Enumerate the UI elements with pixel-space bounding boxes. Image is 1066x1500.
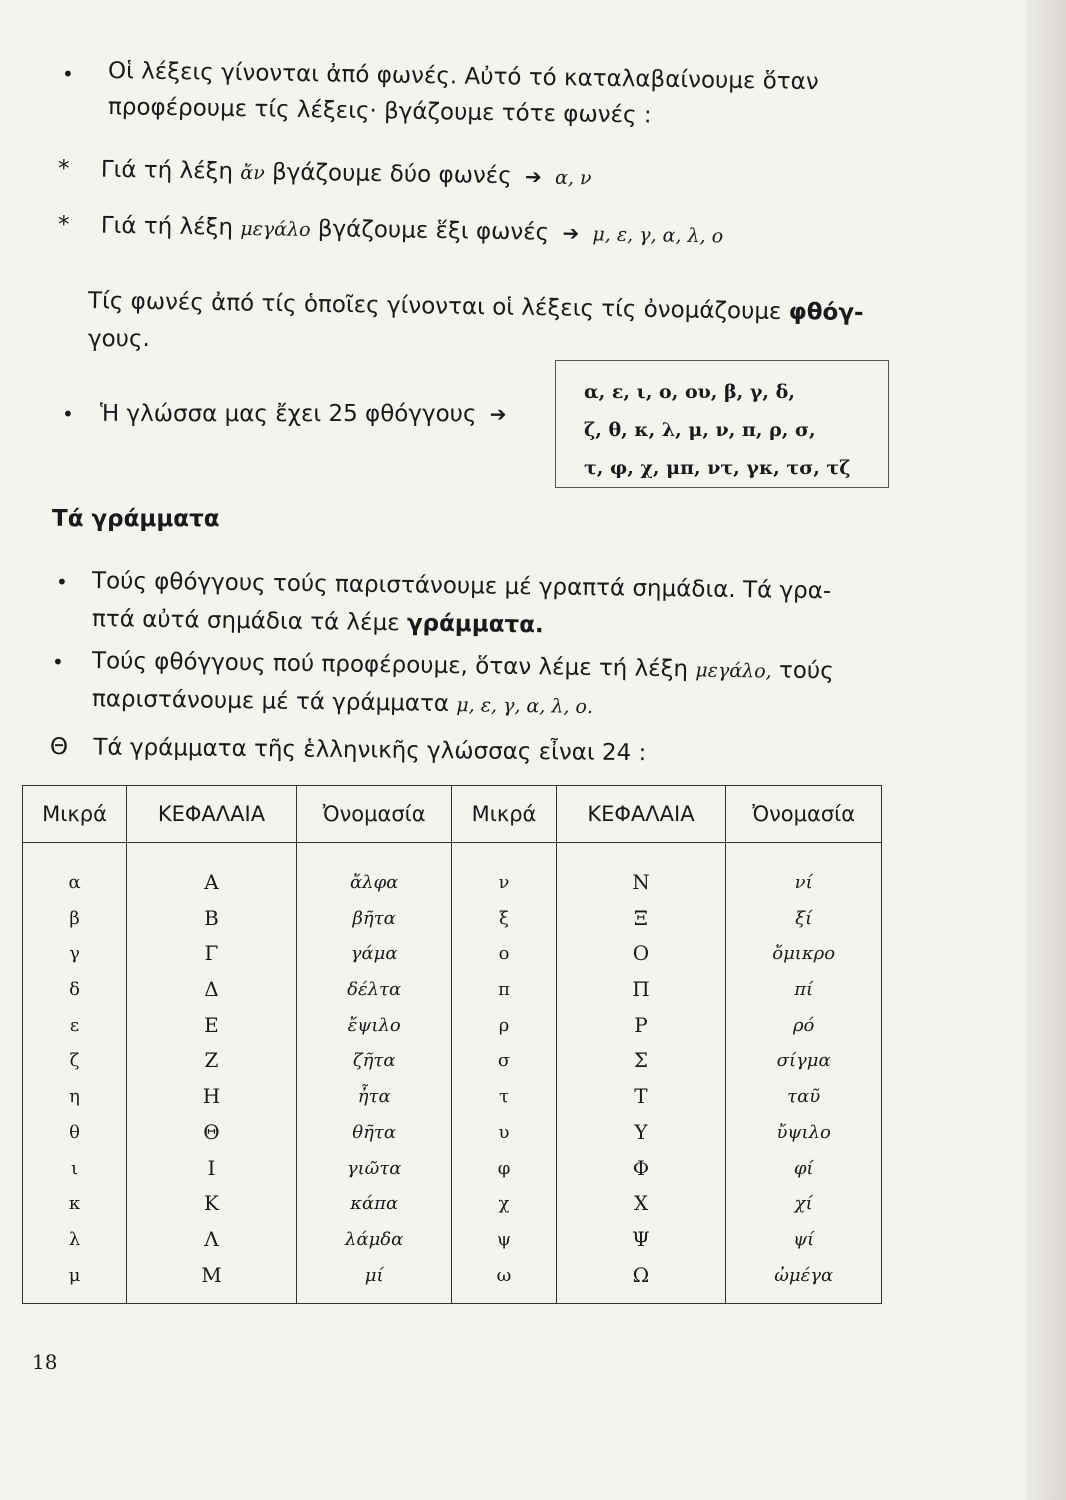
phonemes-box-line: ζ, θ, κ, λ, μ, ν, π, ρ, σ, xyxy=(584,419,816,441)
table-cell-letter: Ο xyxy=(632,941,650,966)
table-cell-letter: φ xyxy=(497,1157,511,1179)
column-right-small xyxy=(452,843,556,1304)
table-cell-letter: ζ xyxy=(69,1050,80,1072)
table-cell-letter: ταῦ xyxy=(787,1086,821,1108)
table-cell-letter: θ xyxy=(69,1121,80,1143)
table-cell-letter: Μ xyxy=(201,1262,222,1287)
table-cell-letter: ζῆτα xyxy=(352,1050,396,1072)
example-letters: μ, ε, γ, α, λ, ο. xyxy=(456,694,594,718)
example-text: Γιά τή λέξη xyxy=(100,212,234,241)
table-cell-letter: νί xyxy=(794,872,813,893)
table-cell-letter: Ξ xyxy=(633,905,648,930)
table-cell-letter: Ν xyxy=(632,870,650,894)
bullet: • xyxy=(62,62,74,86)
table-cell-letter: Υ xyxy=(634,1119,648,1144)
table-cell-letter: ρ xyxy=(498,1014,510,1036)
table-cell-letter: δέλτα xyxy=(347,979,402,1001)
table-cell-letter: δ xyxy=(69,979,80,1001)
table-cell-letter: ξί xyxy=(795,907,813,929)
bullet: • xyxy=(62,402,74,426)
table-cell-letter: χ xyxy=(498,1193,510,1215)
table-cell-letter: χί xyxy=(794,1193,813,1215)
arrow-right-icon: ➔ xyxy=(524,164,542,189)
table-cell-letter: ἄλφα xyxy=(350,872,399,893)
table-body-row xyxy=(23,843,882,1304)
table-cell-letter: Φ xyxy=(632,1155,650,1180)
table-cell-letter: Θ xyxy=(203,1119,220,1144)
table-cell-letter: Ζ xyxy=(204,1048,219,1073)
example-line-1 xyxy=(58,150,592,197)
table-cell-letter: Γ xyxy=(204,941,219,966)
table-cell-letter: ω xyxy=(496,1264,512,1286)
example-word: ἄν xyxy=(240,161,265,185)
table-cell-letter: τ xyxy=(499,1086,509,1108)
table-cell-letter: κ xyxy=(68,1193,81,1215)
phonemes-text: Ἡ γλώσσα μας ἔχει 25 φθόγγους xyxy=(100,401,477,427)
table-header-row xyxy=(23,786,882,843)
phonemes-box-line: α, ε, ι, ο, ου, β, γ, δ, xyxy=(584,381,795,403)
example-line-2 xyxy=(58,206,724,255)
table-cell-letter: γάμα xyxy=(350,943,398,965)
table-cell-letter: η xyxy=(69,1086,80,1108)
table-cell-letter: πί xyxy=(794,979,814,1001)
table-cell-letter: λ xyxy=(68,1228,81,1250)
column-left-caps xyxy=(127,843,297,1304)
example-paragraph-line2 xyxy=(92,680,594,726)
table-cell-letter: σ xyxy=(497,1050,511,1072)
definition-term: φθόγ- xyxy=(788,299,864,327)
table-cell-letter: β xyxy=(69,907,80,929)
table-cell-letter: γ xyxy=(69,943,80,965)
alphabet-count-line xyxy=(50,728,647,772)
arrow-right-icon: ➔ xyxy=(562,220,580,246)
column-header: ΚΕΦΑΛΑΙΑ xyxy=(556,786,726,843)
table-cell-letter: Ψ xyxy=(632,1226,650,1251)
letters-term: γράμματα. xyxy=(406,610,544,639)
column-right-names xyxy=(726,843,882,1304)
example-text: παριστάνουμε μέ τά γράμματα xyxy=(91,686,450,717)
table-cell-letter: ὠμέγα xyxy=(774,1264,834,1286)
arrow-right-icon: ➔ xyxy=(489,402,507,426)
paragraph-intro-line1: Οἱ λέξεις γίνονται ἀπό φωνές. Αὐτό τό καταλαβαίνουμε ὅταν xyxy=(107,58,819,96)
example-mid: βγάζουμε δύο φωνές xyxy=(271,159,512,190)
table-cell-letter: Κ xyxy=(204,1191,219,1216)
column-header: ΚΕΦΑΛΑΙΑ xyxy=(127,786,297,843)
star-mark: * xyxy=(57,156,70,183)
table-cell-letter: ρό xyxy=(792,1014,815,1036)
example-mid: βγάζουμε ἕξι φωνές xyxy=(317,216,550,246)
table-cell-letter: ν xyxy=(498,872,510,893)
paragraph-definition-line2: γους. xyxy=(88,326,150,352)
alphabet-count-text: Τά γράμματα τῆς ἑλληνικῆς γλώσσας εἶναι 24 : xyxy=(93,734,647,767)
example-text: τούς xyxy=(778,657,834,685)
example-word: μεγάλο, xyxy=(695,659,772,683)
table-cell-letter: ξ xyxy=(499,907,509,929)
page-number: 18 xyxy=(32,1350,58,1374)
table-cell-letter: ι xyxy=(71,1157,79,1179)
column-left-names xyxy=(296,843,452,1304)
paragraph-phonemes xyxy=(100,395,513,433)
example-word: μεγάλο xyxy=(240,217,311,241)
table-cell-letter: υ xyxy=(498,1121,510,1143)
table-cell-letter: π xyxy=(498,979,510,1001)
example-result: α, ν xyxy=(554,166,592,190)
column-header: Μικρά xyxy=(452,786,556,843)
table-cell-letter: ἦτα xyxy=(357,1086,391,1108)
column-header: Μικρά xyxy=(23,786,127,843)
theta-symbol: Θ xyxy=(49,734,69,761)
table-cell-letter: Δ xyxy=(204,977,219,1002)
table-cell-letter: βῆτα xyxy=(352,907,396,929)
table-cell-letter: Σ xyxy=(633,1048,649,1073)
table-cell-letter: ὄμικρο xyxy=(772,943,836,965)
table-cell-letter: Β xyxy=(204,905,219,930)
example-text: Γιά τή λέξη xyxy=(100,156,234,185)
table-cell-letter: μί xyxy=(364,1264,384,1286)
example-result: μ, ε, γ, α, λ, ο xyxy=(592,223,724,248)
column-header: Ὀνομασία xyxy=(296,786,452,843)
bullet: • xyxy=(52,650,64,674)
letters-paragraph-line1: Τούς φθόγγους τούς παριστάνουμε μέ γραπτά σημάδια. Τά γρα- xyxy=(91,568,832,605)
example-text: Τούς φθόγγους πού προφέρουμε, ὅταν λέμε τή λέξη xyxy=(91,648,689,683)
table-cell-letter: λάμδα xyxy=(345,1228,404,1250)
column-left-small xyxy=(23,843,127,1304)
table-cell-letter: ἔψιλο xyxy=(347,1014,401,1036)
table-cell-letter: ο xyxy=(498,943,510,965)
table-cell-letter: Π xyxy=(632,977,650,1002)
paragraph-definition-line1 xyxy=(88,282,864,332)
letters-text: πτά αὐτά σημάδια τά λέμε xyxy=(91,606,400,637)
phonemes-box xyxy=(555,360,889,488)
definition-text: Τίς φωνές ἀπό τίς ὁποῖες γίνονται οἱ λέξεις τίς ὀνομάζουμε xyxy=(87,288,782,325)
table-cell-letter: σίγμα xyxy=(776,1050,831,1072)
table-cell-letter: Τ xyxy=(634,1084,648,1109)
table-cell-letter: Α xyxy=(204,870,219,894)
table-cell-letter: φί xyxy=(793,1157,814,1179)
column-right-caps xyxy=(556,843,726,1304)
column-header: Ὀνομασία xyxy=(726,786,882,843)
table-cell-letter: Ρ xyxy=(634,1012,648,1037)
table-cell-letter: α xyxy=(68,872,81,893)
table-cell-letter: Λ xyxy=(204,1226,219,1251)
section-title: Τά γράμματα xyxy=(52,506,220,532)
table-cell-letter: μ xyxy=(68,1264,81,1286)
alphabet-table xyxy=(22,785,882,1304)
letters-paragraph-line2 xyxy=(92,600,544,644)
table-cell-letter: Ι xyxy=(207,1155,216,1180)
table-cell-letter: Ε xyxy=(204,1012,219,1037)
bullet: • xyxy=(56,570,68,594)
table-cell-letter: θῆτα xyxy=(352,1121,397,1143)
table-cell-letter: Ω xyxy=(632,1262,650,1287)
page-gutter-shadow xyxy=(1026,0,1066,1500)
table-cell-letter: ψί xyxy=(793,1228,815,1250)
paragraph-intro-line2: προφέρουμε τίς λέξεις· βγάζουμε τότε φωνές : xyxy=(107,94,652,129)
table-cell-letter: ψ xyxy=(496,1228,512,1250)
table-cell-letter: Χ xyxy=(633,1191,649,1216)
star-mark: * xyxy=(57,212,70,239)
phonemes-box-line: τ, φ, χ, μπ, ντ, γκ, τσ, τζ xyxy=(584,457,851,479)
table-cell-letter: ε xyxy=(69,1014,80,1036)
table-cell-letter: ὔψιλο xyxy=(776,1121,831,1143)
table-cell-letter: Η xyxy=(202,1084,221,1109)
table-cell-letter: γιῶτα xyxy=(346,1157,402,1179)
table-cell-letter: κάπα xyxy=(350,1193,399,1215)
